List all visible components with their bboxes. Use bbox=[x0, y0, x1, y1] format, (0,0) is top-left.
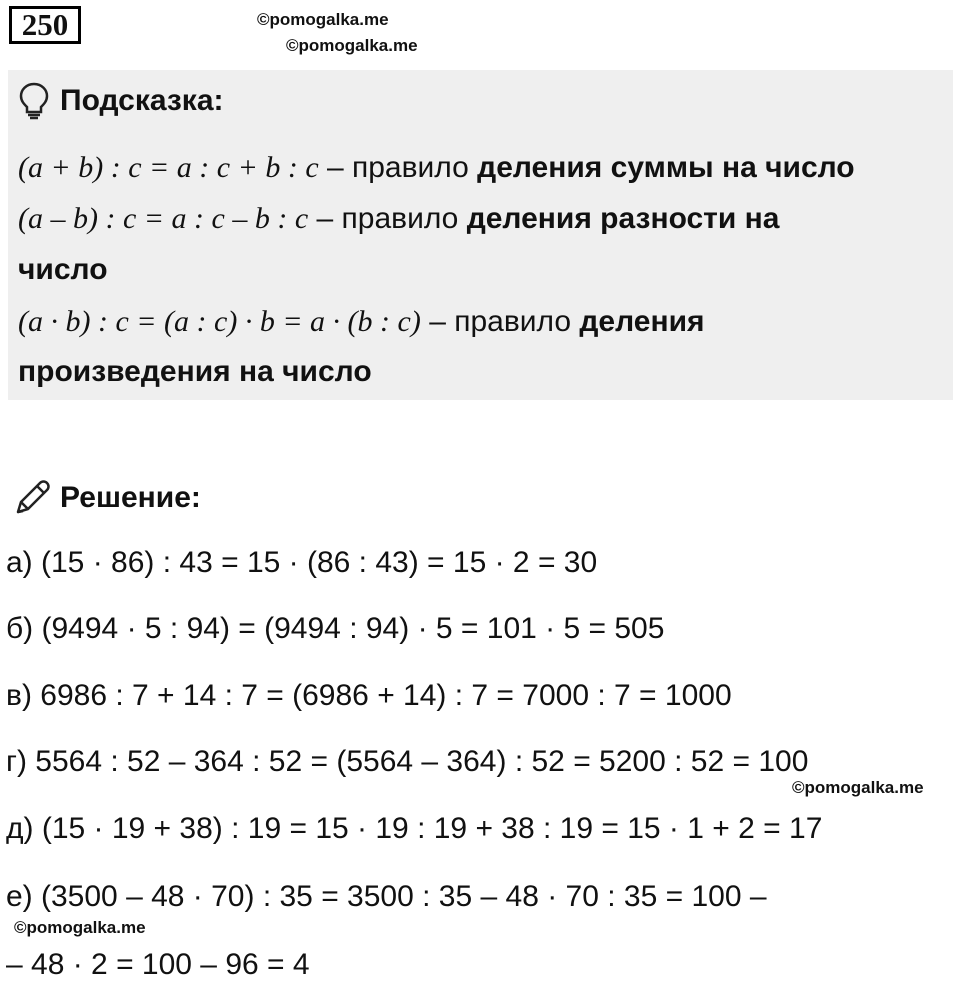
rule-name: деления суммы на число bbox=[477, 151, 855, 184]
rule-line bbox=[18, 199, 779, 239]
rule-line bbox=[18, 302, 705, 342]
hint-title: Подсказка: bbox=[60, 84, 224, 117]
watermark: ©pomogalka.me bbox=[14, 918, 146, 937]
rule-formula: (a · b) : c = (a : c) · b = a · (b : c) bbox=[18, 305, 421, 338]
rule-dash: – правило bbox=[420, 305, 580, 338]
solution-line: б) (9494 · 5 : 94) = (9494 : 94) · 5 = 101 · 5 = 505 bbox=[6, 612, 665, 645]
rule-line bbox=[18, 352, 372, 392]
pencil-icon bbox=[12, 478, 52, 518]
rule-dash: – правило bbox=[318, 151, 478, 184]
task-number: 250 bbox=[9, 6, 81, 44]
hint-heading bbox=[18, 82, 224, 120]
rule-dash: – правило bbox=[308, 202, 467, 235]
solution-line: – 48 · 2 = 100 – 96 = 4 bbox=[6, 948, 310, 981]
rule-line bbox=[18, 148, 855, 188]
solution-line: е) (3500 – 48 · 70) : 35 = 3500 : 35 – 48 · 70 : 35 = 100 – bbox=[6, 880, 767, 913]
rule-formula: (a – b) : c = a : c – b : c bbox=[18, 202, 309, 235]
solution-line: в) 6986 : 7 + 14 : 7 = (6986 + 14) : 7 = 7000 : 7 = 1000 bbox=[6, 679, 732, 712]
watermark: ©pomogalka.me bbox=[286, 36, 418, 55]
solution-heading bbox=[12, 478, 201, 518]
solution-line: д) (15 · 19 + 38) : 19 = 15 · 19 : 19 + 38 : 19 = 15 · 1 + 2 = 17 bbox=[6, 812, 823, 845]
rule-name: деления разности на bbox=[466, 202, 780, 235]
rule-name: число bbox=[18, 253, 108, 286]
rule-formula: (a + b) : c = a : c + b : c bbox=[18, 151, 319, 184]
watermark: ©pomogalka.me bbox=[257, 10, 389, 29]
solution-line: а) (15 · 86) : 43 = 15 · (86 : 43) = 15 · 2 = 30 bbox=[6, 546, 598, 579]
watermark: ©pomogalka.me bbox=[792, 778, 924, 797]
lightbulb-icon bbox=[18, 82, 50, 120]
rule-line bbox=[18, 250, 108, 290]
rule-name: деления bbox=[579, 305, 705, 338]
rule-name: произведения на число bbox=[18, 355, 372, 388]
solution-line: г) 5564 : 52 – 364 : 52 = (5564 – 364) : 52 = 5200 : 52 = 100 bbox=[6, 745, 809, 778]
solution-title: Решение: bbox=[60, 481, 201, 514]
